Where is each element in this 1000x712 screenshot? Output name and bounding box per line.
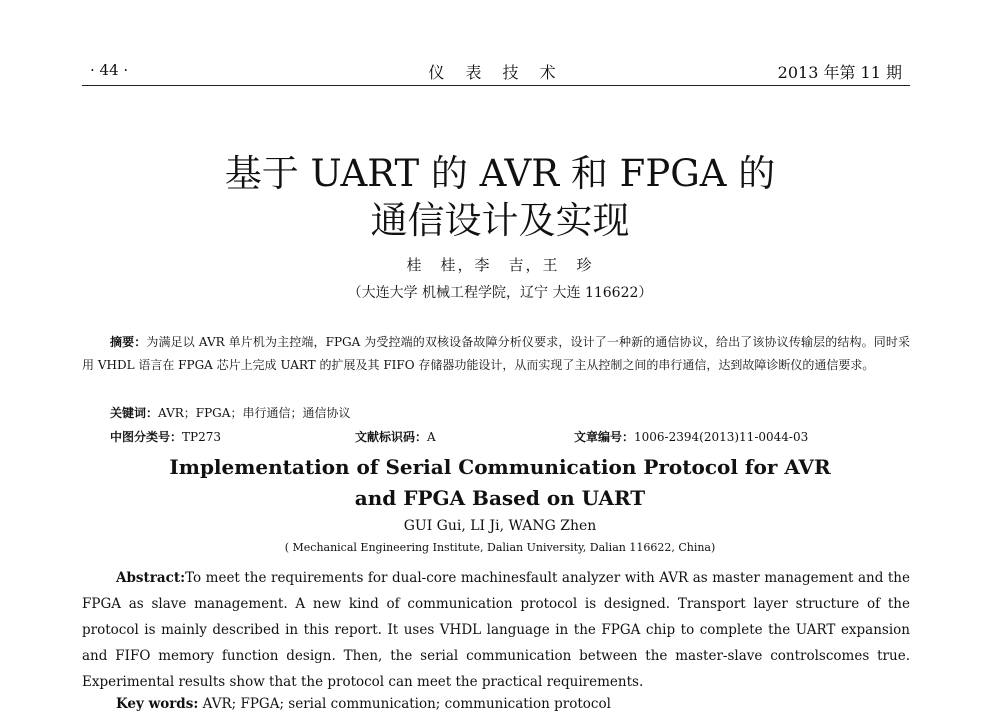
header-rule [82,85,910,86]
document-code [355,428,436,445]
cn-keywords-text: AVR；FPGA；串行通信；通信协议 [158,406,351,420]
clc-label: 中图分类号： [110,430,183,444]
cn-title-line-1: 基于 UART 的 AVR 和 FPGA 的 [224,152,776,195]
doc-code-label: 文献标识码： [355,430,428,444]
en-keywords-text: AVR; FPGA; serial communication; communication protocol [202,696,611,712]
article-number-label: 文章编号： [574,430,635,444]
en-affiliation: ( Mechanical Engineering Institute, Dalian University, Dalian 116622, China) [284,541,716,554]
cn-authors: 桂 桂，李 吉，王 珍 [406,256,594,274]
article-number-value: 1006-2394(2013)11-0044-03 [634,430,809,444]
cn-title-line-2: 通信设计及实现 [370,199,630,242]
clc-value: TP273 [182,430,221,444]
cn-abstract-label: 摘要： [110,335,147,349]
cn-keywords-label: 关键词： [110,406,159,420]
article-number [574,428,808,445]
en-abstract [82,565,910,695]
journal-name: 仪 表 技 术 [428,63,564,82]
cn-keywords [110,404,350,421]
en-abstract-label: Abstract: [116,570,186,586]
cn-abstract [82,331,910,377]
page-number: · 44 · [90,61,129,79]
en-keywords [116,696,611,712]
doc-code-value: A [427,430,436,444]
issue-label: 2013 年第 11 期 [777,63,902,82]
cn-affiliation: （大连大学 机械工程学院，辽宁 大连 116622） [347,285,653,301]
en-authors: GUI Gui, LI Ji, WANG Zhen [403,518,597,534]
running-header [82,58,910,82]
en-keywords-label: Key words: [116,696,199,712]
en-abstract-text: To meet the requirements for dual-core machinesfault analyzer with AVR as master management and the FPGA as slave management. A new kind of communication protocol is designed. Transport layer structure of the protocol is mainly described in this report. It uses VHDL language in the FPGA chip to complete the UART expansion and FIFO memory function design. Then, the serial communication between the master-slave controlscomes true. Experimental results show that the protocol can meet the practical requirements. [82,570,910,690]
en-title-line-2: and FPGA Based on UART [354,486,646,510]
clc-number [110,428,221,445]
cn-abstract-text: 为满足以 AVR 单片机为主控端，FPGA 为受控端的双核设备故障分析仪要求，设计了一种新的通信协议，给出了该协议传输层的结构。同时采用 VHDL 语言在 FPGA 芯片上完成 UART 的扩展及其 FIFO 存储器功能设计，从而实现了主从控制之间的串行通信，达到故障诊断仪的通信要求。 [82,335,910,372]
en-title-line-1: Implementation of Serial Communication Protocol for AVR [169,455,831,479]
